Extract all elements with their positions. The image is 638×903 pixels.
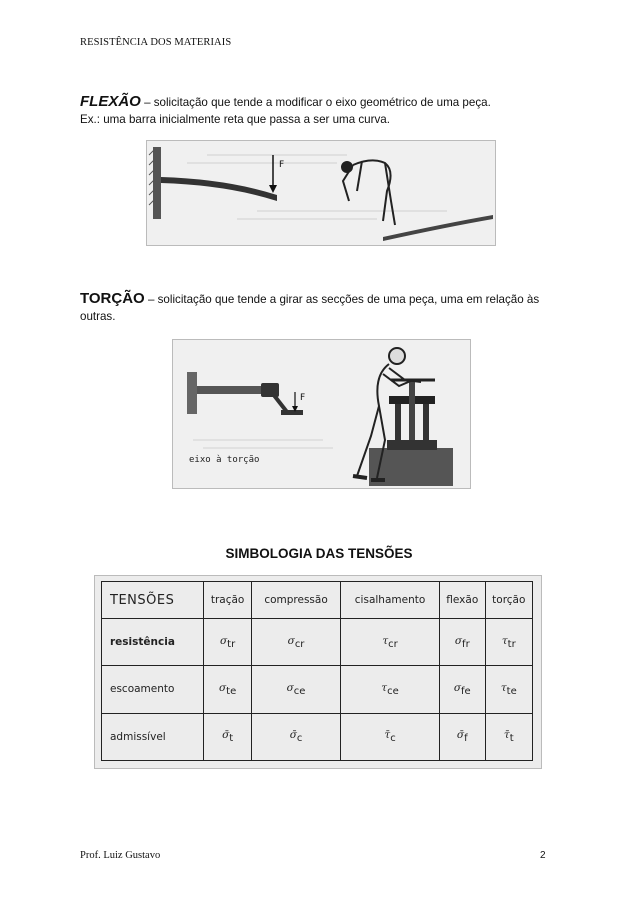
bent-bar <box>161 177 277 201</box>
symbol-cell: $\sigmā_t$ <box>204 713 252 760</box>
row-label-escoamento: escoamento <box>102 666 204 713</box>
symbol-cell: $\sigma_{fe}$ <box>439 666 485 713</box>
diver <box>342 160 395 225</box>
flexao-example: Ex.: uma barra inicialmente reta que passa a ser uma curva. <box>80 113 390 126</box>
torcao-figure <box>172 339 471 489</box>
symbology-table-scan <box>94 575 542 769</box>
col-flexao: flexão <box>439 582 485 619</box>
symbol-cell: $\sigma_{cr}$ <box>251 619 340 666</box>
symbol-cell: $\tau_{ce}$ <box>341 666 440 713</box>
flexao-term: FLEXÃO <box>80 93 141 110</box>
symbol-cell: $\tau_{tr}$ <box>485 619 532 666</box>
symbol-cell: $\sigma_{tr}$ <box>204 619 252 666</box>
symbol-cell: $\tau_{cr}$ <box>341 619 440 666</box>
force-label: F <box>279 160 285 170</box>
symbol-cell: $\sigma_{fr}$ <box>439 619 485 666</box>
table-row <box>102 619 533 666</box>
table-row <box>102 666 533 713</box>
symbology-table <box>101 581 533 761</box>
symbol-cell: $\sigma_{ce}$ <box>251 666 340 713</box>
footer-author: Prof. Luiz Gustavo <box>80 850 161 861</box>
symbol-cell: $\sigma_{te}$ <box>204 666 252 713</box>
page-number: 2 <box>540 850 546 861</box>
table-corner: TENSÕES <box>102 582 204 619</box>
shaft <box>197 386 267 394</box>
row-label-resistencia: resistência <box>102 619 204 666</box>
wall <box>153 147 161 219</box>
col-compressao: compressão <box>251 582 340 619</box>
row-label-admissivel: admissível <box>102 713 204 760</box>
col-cisalhamento: cisalhamento <box>341 582 440 619</box>
flexao-definition: – solicitação que tende a modificar o eixo geométrico de uma peça. <box>140 96 491 109</box>
col-tracao: tração <box>204 582 252 619</box>
symbol-cell: $\sigmā_f$ <box>439 713 485 760</box>
running-header: RESISTÊNCIA DOS MATERIAIS <box>80 37 232 48</box>
flexao-paragraph <box>80 93 558 128</box>
torcao-illustration <box>173 340 470 488</box>
figure-caption: eixo à torção <box>189 455 260 465</box>
force-label: F <box>300 393 306 403</box>
table-row <box>102 713 533 760</box>
symbology-title: SIMBOLOGIA DAS TENSÕES <box>225 546 413 561</box>
torcao-paragraph <box>80 290 558 325</box>
symbol-cell: $\sigmā_c$ <box>251 713 340 760</box>
symbol-cell: $\taū_c$ <box>341 713 440 760</box>
flexao-illustration <box>147 141 495 245</box>
symbol-cell: $\taū_t$ <box>485 713 532 760</box>
torcao-term: TORÇÃO <box>80 290 145 307</box>
flexao-figure <box>146 140 496 246</box>
col-torcao: torção <box>485 582 532 619</box>
wall <box>187 372 197 414</box>
symbol-cell: $\tau_{te}$ <box>485 666 532 713</box>
table-header-row <box>102 582 533 619</box>
press-machine <box>369 380 453 486</box>
torcao-definition: – solicitação que tende a girar as secções de uma peça, uma em relação às outras. <box>80 293 540 323</box>
diving-board <box>383 215 493 241</box>
